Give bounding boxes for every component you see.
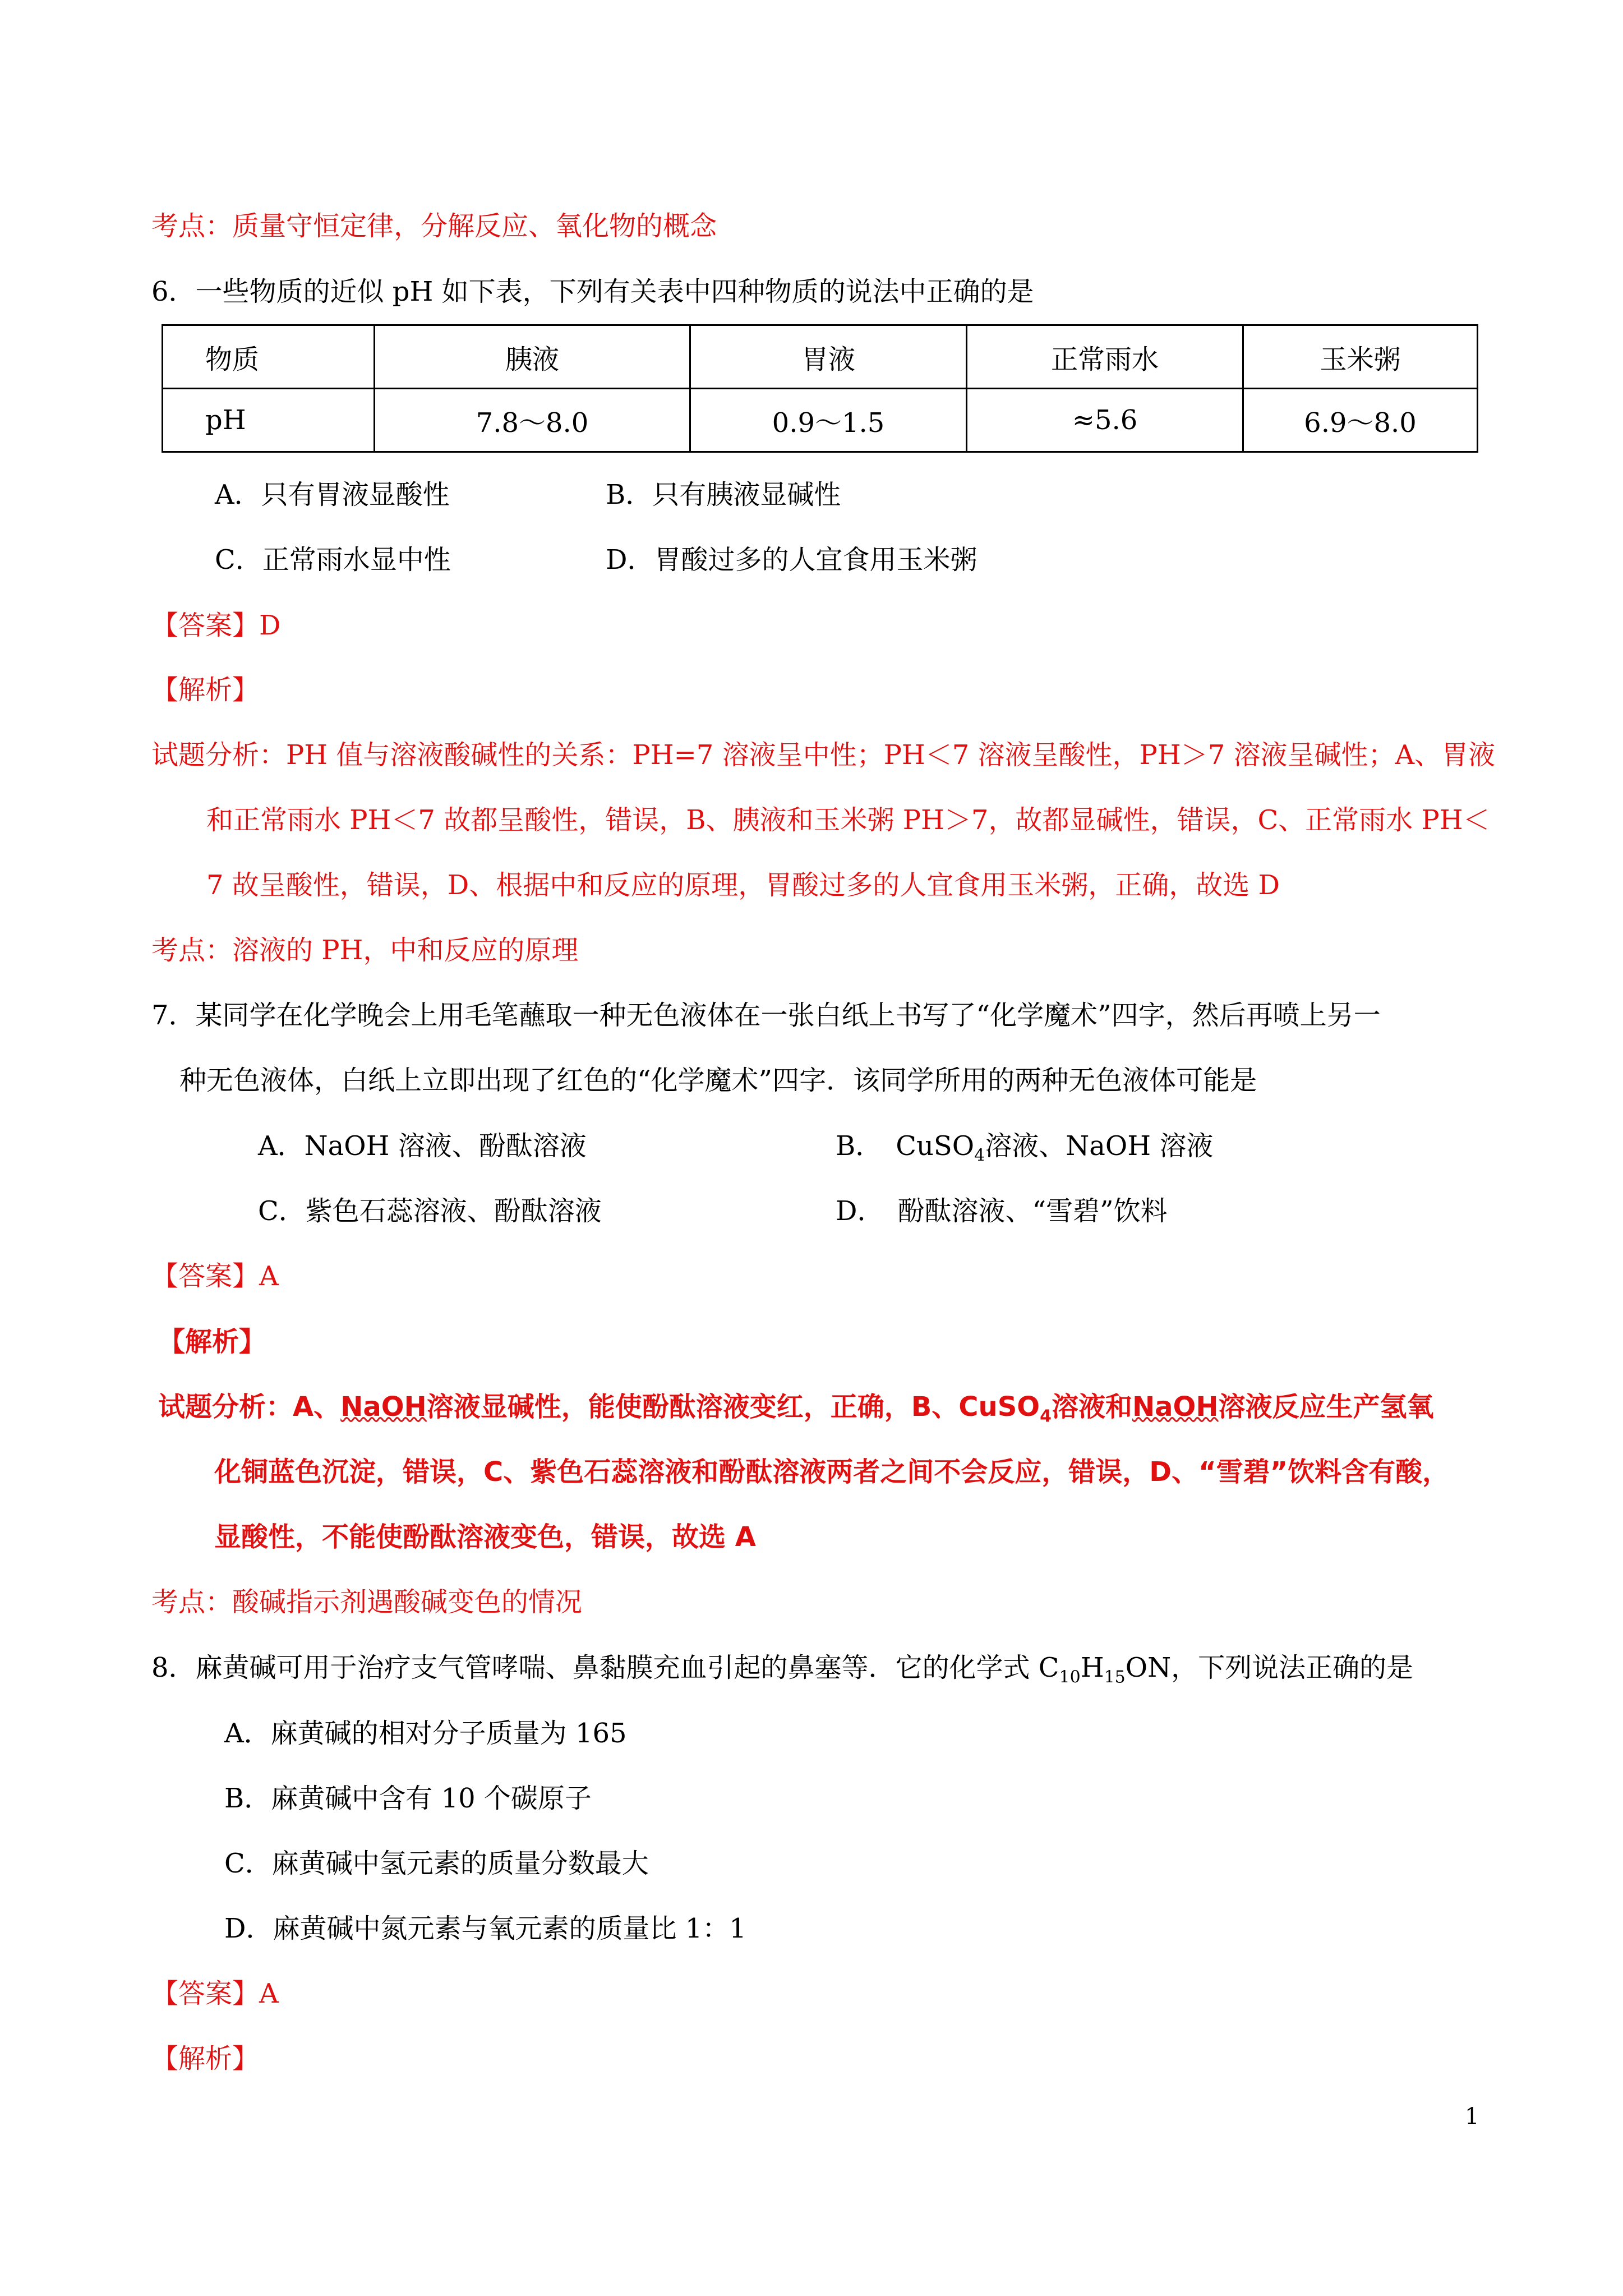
q7-jiexi-label: 【解析】 [158, 1326, 266, 1358]
q7-stem-line: 种无色液体，白纸上立即出现了红色的“化学魔术”四字．该同学所用的两种无色液体可能是 [179, 1065, 1257, 1096]
ph-table-header-cell: 胰液 [375, 325, 690, 389]
q8-stem-text: ON，下列说法正确的是 [1125, 1652, 1414, 1683]
q6-analysis-line: 7 故呈酸性，错误，D、根据中和反应的原理，胃酸过多的人宜食用玉米粥，正确，故选 D [206, 869, 1280, 901]
q7-analysis-naoh: NaOH [1132, 1391, 1219, 1423]
q7-answer: 【答案】A [151, 1260, 279, 1292]
q6-kaodian: 考点：溶液的 PH，中和反应的原理 [151, 935, 579, 966]
ph-table-cell: 0.9～1.5 [690, 389, 967, 452]
q6-option-d: D．胃酸过多的人宜食用玉米粥 [606, 544, 978, 576]
q7-stem-line: 7．某同学在化学晚会上用毛笔蘸取一种无色液体在一张白纸上书写了“化学魔术”四字，然后再喷上另一 [151, 1000, 1381, 1031]
q7-option-b-subscript: 4 [974, 1145, 985, 1166]
q8-formula-subscript: 10 [1059, 1667, 1081, 1687]
ph-table [162, 324, 1478, 453]
ph-table-cell: ≈5.6 [967, 389, 1243, 452]
q6-answer: 【答案】D [151, 610, 281, 641]
q6-option-b: B．只有胰液显碱性 [606, 479, 841, 510]
q8-option-d: D．麻黄碱中氮元素与氧元素的质量比 1：1 [224, 1913, 746, 1944]
ph-table-header-cell: 胃液 [690, 325, 967, 389]
q8-formula-h: H [1080, 1652, 1104, 1683]
q7-analysis-line: 显酸性，不能使酚酞溶液变色，错误，故选 A [214, 1521, 756, 1553]
ph-table-cell: pH [163, 389, 375, 452]
q6-option-c: C．正常雨水显中性 [215, 544, 451, 576]
q6-jiexi-label: 【解析】 [151, 674, 260, 706]
q7-analysis-text: 溶液显碱性，能使酚酞溶液变红，正确，B、CuSO [426, 1391, 1040, 1423]
q7-option-b [836, 1129, 1213, 1173]
ph-table-header-row [163, 325, 1478, 389]
q7-analysis-line: 化铜蓝色沉淀，错误，C、紫色石蕊溶液和酚酞溶液两者之间不会反应，错误，D、“雪碧”饮料含有酸， [214, 1456, 1450, 1488]
q6-option-a: A．只有胃液显酸性 [215, 479, 450, 510]
page-number: 1 [1465, 2104, 1479, 2129]
ph-table-header-cell: 物质 [163, 325, 375, 389]
q7-option-d: D． 酚酞溶液、“雪碧”饮料 [836, 1195, 1168, 1227]
q6-analysis-line: 和正常雨水 PH＜7 故都呈酸性，错误，B、胰液和玉米粥 PH＞7，故都显碱性，错误，C、正常雨水 PH＜ [206, 804, 1490, 836]
kaodian-q5: 考点：质量守恒定律，分解反应、氧化物的概念 [151, 210, 717, 242]
q7-option-b-prefix: B． CuSO [836, 1130, 975, 1162]
q8-answer: 【答案】A [151, 1978, 279, 2009]
q7-analysis-text: 试题分析：A、 [158, 1391, 341, 1423]
ph-table-cell: 6.9～8.0 [1243, 389, 1478, 452]
ph-table-cell: 7.8～8.0 [375, 389, 690, 452]
q8-option-b: B．麻黄碱中含有 10 个碳原子 [224, 1783, 592, 1814]
q8-formula-subscript: 15 [1104, 1667, 1126, 1687]
q8-option-a: A．麻黄碱的相对分子质量为 165 [224, 1718, 627, 1749]
q8-stem [151, 1651, 1413, 1695]
q7-analysis-text: 溶液反应生产氢氧 [1218, 1391, 1434, 1423]
ph-table-header-cell: 正常雨水 [967, 325, 1243, 389]
q8-jiexi-label: 【解析】 [151, 2043, 260, 2074]
q8-stem-text: 8．麻黄碱可用于治疗支气管哮喘、鼻黏膜充血引起的鼻塞等．它的化学式 C [151, 1652, 1059, 1683]
ph-table-header-cell: 玉米粥 [1243, 325, 1478, 389]
q7-analysis-naoh: NaOH [340, 1391, 427, 1423]
q7-option-a: A．NaOH 溶液、酚酞溶液 [258, 1130, 587, 1162]
q7-kaodian: 考点：酸碱指示剂遇酸碱变色的情况 [151, 1586, 583, 1618]
q7-analysis-line [158, 1390, 1434, 1434]
q7-option-b-suffix: 溶液、NaOH 溶液 [985, 1130, 1214, 1162]
q6-stem: 6．一些物质的近似 pH 如下表，下列有关表中四种物质的说法中正确的是 [151, 276, 1034, 307]
q7-analysis-text: 溶液和 [1051, 1391, 1132, 1423]
ph-table-value-row [163, 389, 1478, 452]
q7-analysis-subscript: 4 [1040, 1406, 1052, 1427]
q6-analysis-line: 试题分析：PH 值与溶液酸碱性的关系：PH=7 溶液呈中性；PH＜7 溶液呈酸性，PH＞7 溶液呈碱性；A、胃液 [151, 739, 1496, 771]
q8-option-c: C．麻黄碱中氢元素的质量分数最大 [224, 1848, 649, 1879]
q7-option-c: C．紫色石蕊溶液、酚酞溶液 [258, 1195, 602, 1227]
